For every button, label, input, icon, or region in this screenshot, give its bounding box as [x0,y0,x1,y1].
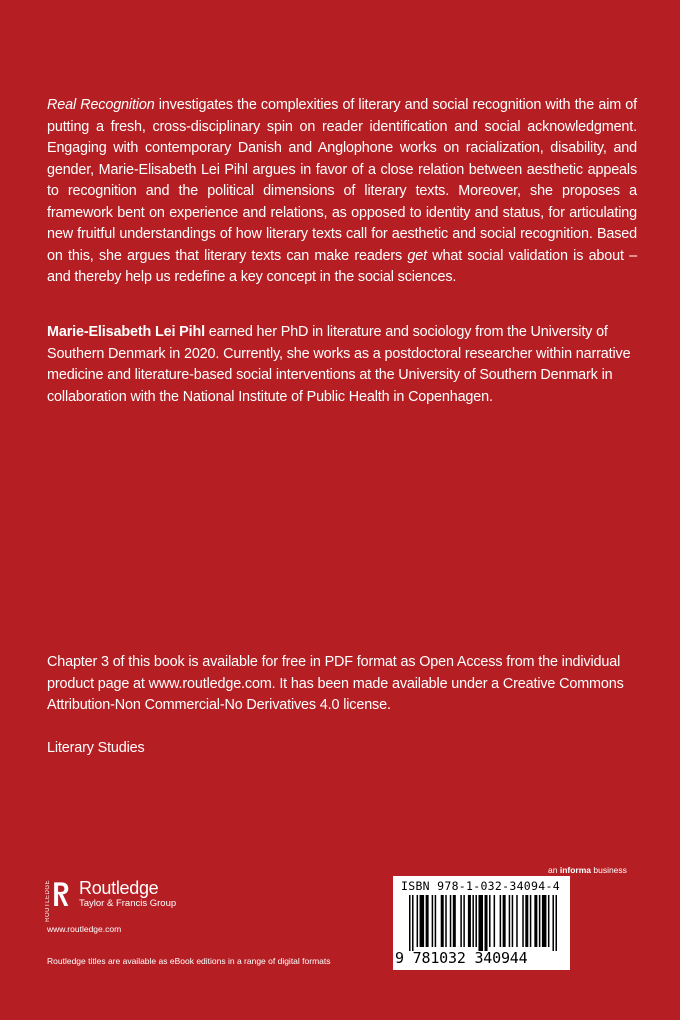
barcode-bar [412,895,414,951]
informa-prefix: an [548,865,560,875]
open-access-note: Chapter 3 of this book is available for free in PDF format as Open Access from the individual product page at www.routledge.com. It has been made available under a Creative Commons Attribution-Non Commercial-No Derivatives 4.0 license. [47,654,624,713]
ebook-availability-note: Routledge titles are available as eBook editions in a range of digital formats [47,956,331,966]
author-bio [47,322,637,408]
publisher-group: Taylor & Francis Group [79,898,177,909]
barcode-bar [463,895,465,947]
barcode-bar [555,895,557,951]
barcode-bar [489,895,491,947]
barcode-bar [503,895,506,947]
back-cover-blurb [47,95,637,289]
barcode-bar [509,895,511,947]
barcode-bar [475,895,477,947]
barcode-bar [441,895,444,947]
barcode-bar [420,895,425,947]
blurb-emphasis: get [407,247,427,264]
barcode-bar [539,895,541,947]
barcode-bar [522,895,524,947]
barcode-bar [472,895,474,947]
barcode-bar [516,895,518,947]
barcode-bars [409,895,559,951]
barcode-bar [548,895,550,947]
subject-category: Literary Studies [47,740,145,756]
barcode-bar [460,895,462,947]
barcode-bar [468,895,471,947]
barcode-bar [542,895,547,947]
informa-suffix: business [591,865,627,875]
barcode-bar [478,895,483,951]
routledge-r-icon [51,878,73,912]
barcode-bar [432,895,434,947]
informa-business-tagline [548,865,627,875]
barcode-digits: 9 781032 340944 [395,949,528,967]
barcode-bar [450,895,452,947]
barcode-bar [426,895,429,947]
isbn-barcode [393,876,570,970]
barcode-bar [494,895,496,947]
blurb-text-part2: what social validation is about – and thereby help us redefine a key concept in the social sciences. [47,247,637,285]
isbn-label: ISBN 978-1-032-34094-4 [401,879,560,893]
barcode-bar [512,895,514,947]
barcode-bar [525,895,528,947]
barcode-bar [485,895,488,951]
barcode-bar [552,895,554,951]
informa-brand: informa [559,865,591,875]
barcode-bar [417,895,419,947]
routledge-logo [45,878,177,922]
barcode-bar [453,895,456,947]
barcode-bar [435,895,437,947]
author-name: Marie-Elisabeth Lei Pihl [47,324,205,340]
barcode-bar [409,895,411,951]
blurb-text-part1: investigates the complexities of literary and social recognition with the aim of putting a fresh, cross-disciplinary spin on reader identification and social acknowledgment. Engaging with contemporary Danish and Anglophone works on racialization, disability, and gender, Marie-Elisabeth Lei Pihl argues in favor of a close relation between aesthetic appeals to recognition and the political dimensions of literary texts. Moreover, she proposes a framework bent on experience and relations, as opposed to identity and status, for articulating new fruitful understandings of how literary texts call for aesthetic and social recognition. Based on this, she argues that literary texts can make readers [47,97,637,264]
book-title: Real Recognition [47,97,155,113]
barcode-bar [530,895,532,947]
author-bio-text: earned her PhD in literature and sociology from the University of Southern Denmark in 2020. Currently, she works as a postdoctoral researcher within narrative medicine and literature-based social interventions at the University of Southern Denmark in collaboration with the National Institute of Public Health in Copenhagen. [47,324,631,405]
barcode-bar [500,895,502,947]
routledge-vertical-label: ROUTLEDGE [45,880,51,922]
barcode-bar [445,895,447,947]
publisher-name: Routledge [79,878,159,898]
barcode-bar [534,895,537,947]
publisher-website: www.routledge.com [47,924,122,934]
